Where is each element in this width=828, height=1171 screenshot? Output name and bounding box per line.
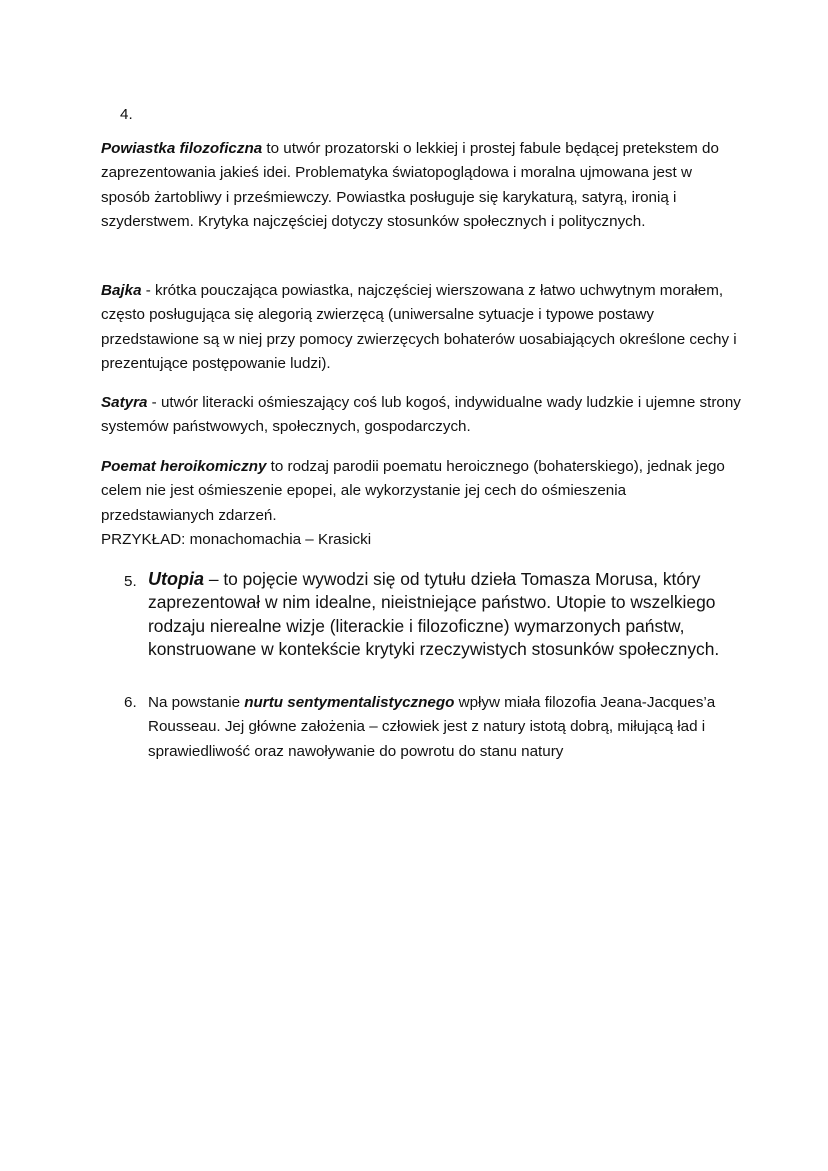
paragraph-bajka	[101, 279, 741, 376]
list-item-body	[148, 568, 748, 662]
term-satyra: Satyra	[101, 394, 148, 411]
list-number: 6.	[124, 694, 137, 711]
paragraph-powiastka	[101, 137, 741, 234]
paragraph-satyra	[101, 391, 741, 440]
definition-text: – to pojęcie wywodzi się od tytułu dzieła Tomasza Morusa, który zaprezentował w nim idealne, nieistniejące państwo. Utopie to wszelkiego rodzaju nierealne wizje (literackie i filozoficzne) wymarzonych państw, konstruowane w kontekście krytyki rzeczywistych stosunków społecznych.	[148, 569, 720, 660]
paragraph-poemat-heroikomiczny	[101, 455, 741, 552]
term-bajka: Bajka	[101, 282, 142, 299]
definition-text: - utwór literacki ośmieszający coś lub kogoś, indywidualne wady ludzkie i ujemne strony systemów państwowych, społecznych, gospodarczych.	[101, 394, 741, 436]
definition-text: to utwór prozatorski o lekkiej i prostej fabule będącej pretekstem do zaprezentowania jakieś idei. Problematyka światopoglądowa i moralna ujmowana jest w sposób żartobliwy i prześmiewczy. Powiastka posługuje się karykaturą, satyrą, ironią i szyderstwem. Krytyka najczęściej dotyczy stosunków społecznych i politycznych.	[101, 140, 719, 230]
term-powiastka-filozoficzna: Powiastka filozoficzna	[101, 140, 263, 157]
definition-text: - krótka pouczająca powiastka, najczęściej wierszowana z łatwo uchwytnym morałem, często posługująca się alegorią zwierzęcą (uniwersalne sytuacje i typowe postawy przedstawione są w niej przy pomocy zwierzęcych bohaterów uosabiających określone cechy i prezentujące postępowanie ludzi).	[101, 282, 737, 372]
list-number: 5.	[124, 573, 137, 590]
section-number: 4.	[120, 106, 133, 123]
term-utopia: Utopia	[148, 569, 204, 589]
example-text: PRZYKŁAD: monachomachia – Krasicki	[101, 530, 372, 548]
body-text-before: Na powstanie	[148, 694, 245, 711]
term-poemat-heroikomiczny: Poemat heroikomiczny	[101, 458, 267, 475]
term-nurt-sentymentalistyczny: nurtu sentymentalistycznego	[244, 694, 455, 711]
definition-text: to rodzaj parodii poematu heroicznego (bohaterskiego), jednak jego celem nie jest ośmieszenie epopei, ale wykorzystanie jej cech do ośmieszenia przedstawianych zdarzeń.	[101, 458, 725, 524]
body-text-after: wpływ miała filozofia Jeana-Jacques’a Rousseau. Jej główne założenia – człowiek jest z natury istotą dobrą, miłującą ład i sprawiedliwość oraz nawoływanie do powrotu do stanu natury	[148, 694, 716, 760]
list-item-body	[148, 691, 748, 764]
